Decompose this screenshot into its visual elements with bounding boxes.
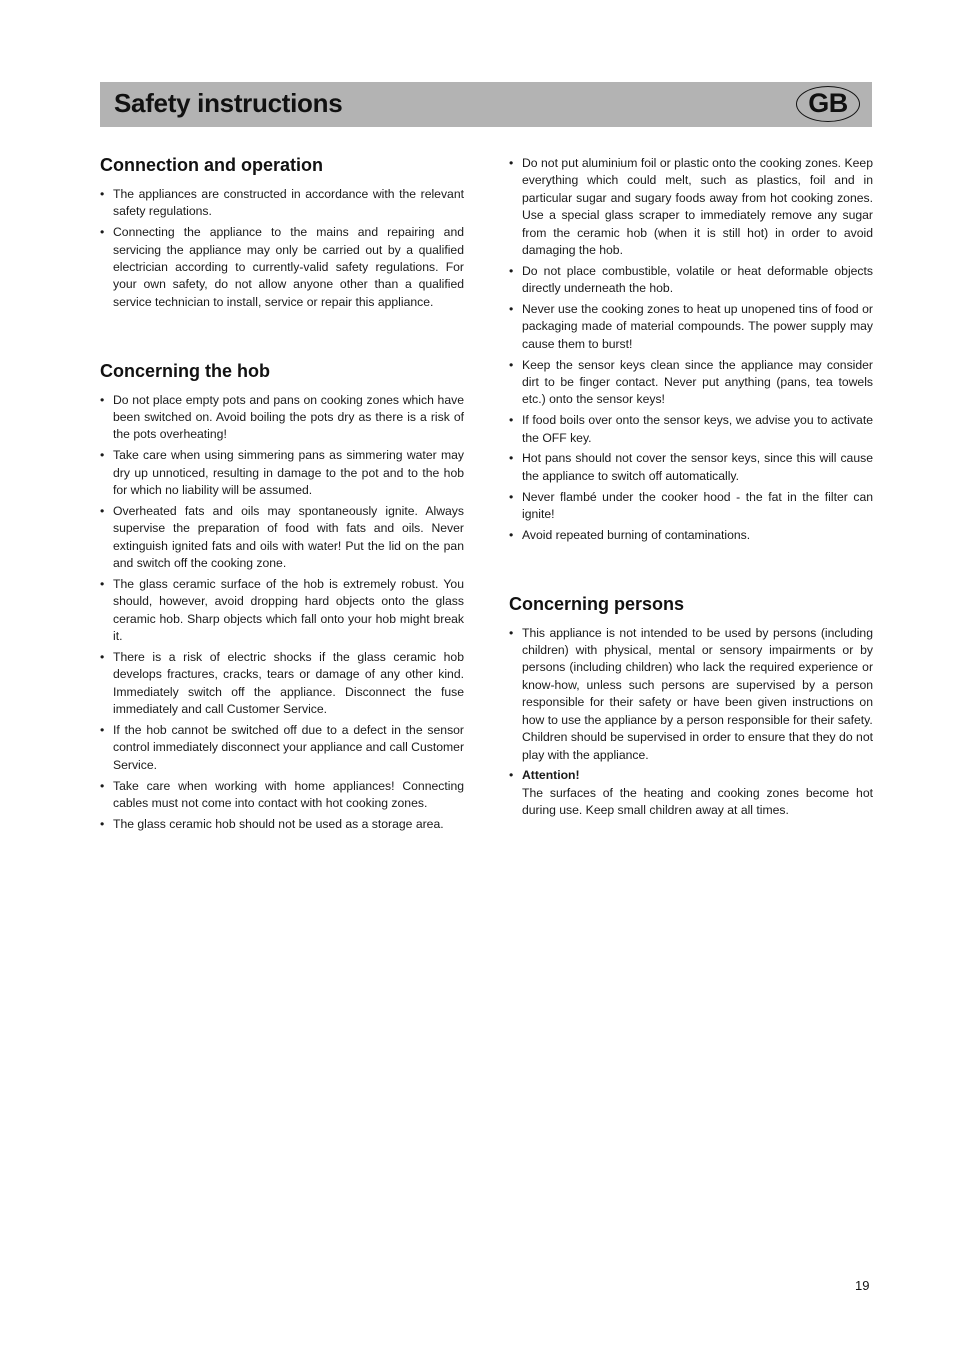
bullet: • <box>100 503 105 518</box>
right-column <box>509 155 873 823</box>
bullet: • <box>100 448 105 463</box>
bullet: • <box>509 489 514 504</box>
list-item: • Never flambé under the cooker hood - the fat in the filter can ignite! <box>509 489 873 522</box>
bullet: • <box>100 392 105 407</box>
persons-text: This appliance is not intended to be used by persons (including children) with physical, mental or sensory impairments or by persons (including children) who lack the required experience or know-how, unless such persons are supervised by a person responsible for their safety or have been given instructions on how to use the appliance by a person responsible for their safety. <box>522 625 873 727</box>
list-item: • Never use the cooking zones to heat up unopened tins of food or packaging made of material compounds. The power supply may cause them to burst! <box>509 302 873 351</box>
attention-label: Attention! <box>522 768 580 783</box>
attention-item <box>509 767 873 819</box>
bullet: • <box>100 778 105 793</box>
bullet: • <box>509 625 514 640</box>
list-item: • If food boils over onto the sensor keys, we advise you to activate the OFF key. <box>509 413 873 445</box>
section-heading-hob: Concerning the hob <box>100 360 270 381</box>
bullet: • <box>100 722 105 737</box>
hob-list <box>100 392 464 833</box>
bullet: • <box>509 451 514 466</box>
list-item: • Do not put aluminium foil or plastic onto the cooking zones. Keep everything which could melt, such as plastics, foil and in particular sugar and sugary foods away from hot cooking zones. Use a special glass scraper to immediately remove any sugar from the ceramic hob (when it is still hot) in order to avoid damaging the hob. <box>509 156 873 258</box>
list-item: • Overheated fats and oils may spontaneously ignite. Always supervise the preparation of food with fats and oils. Never extinguish ignited fats and oils with water! Put the lid on the pan and switch off the cooking zone. <box>100 503 464 571</box>
hob-continued-list <box>509 155 873 544</box>
list-item: • Keep the sensor keys clean since the appliance may consider dirt to be finger contact. Never put anything (pans, tea towels etc.) onto the sensor keys! <box>509 357 873 407</box>
list-item: • There is a risk of electric shocks if the glass ceramic hob develops fractures, cracks, tears or damage of any other kind. Immediately switch off the appliance. Disconnect the fuse immediately and call Customer Service. <box>100 649 464 717</box>
bullet: • <box>509 302 514 317</box>
bullet: • <box>100 576 105 591</box>
attention-text: The surfaces of the heating and cooking zones become hot during use. Keep small children away at all times. <box>522 785 873 818</box>
bullet: • <box>509 263 514 278</box>
connection-list <box>100 186 464 311</box>
page-title: Safety instructions <box>114 88 343 118</box>
list-item <box>509 625 873 764</box>
title-bar <box>100 82 872 127</box>
list-item: • Take care when working with home appliances! Connecting cables must not come into contact with hot cooking zones. <box>100 778 464 810</box>
language-badge: GB <box>796 86 860 122</box>
section-heading-connection: Connection and operation <box>100 155 323 175</box>
list-item: • Do not place empty pots and pans on cooking zones which have been switched on. Avoid boiling the pots dry as there is a risk of the pots overheating! <box>100 392 464 442</box>
bullet: • <box>100 187 105 201</box>
bullet: • <box>509 156 514 170</box>
section-heading-persons: Concerning persons <box>509 593 685 614</box>
persons-list <box>509 625 873 820</box>
list-item: • Avoid repeated burning of contaminations. <box>509 527 873 544</box>
list-item: • Hot pans should not cover the sensor keys, since this will cause the appliance to switch off automatically. <box>509 451 873 483</box>
bullet: • <box>509 413 514 428</box>
page-number: 19 <box>855 1278 870 1293</box>
bullet: • <box>100 816 105 831</box>
bullet: • <box>100 649 105 664</box>
bullet: • <box>509 357 514 372</box>
list-item: • The glass ceramic hob should not be used as a storage area. <box>100 816 464 833</box>
left-column <box>100 153 464 837</box>
list-item: • The glass ceramic surface of the hob is extremely robust. You should, however, avoid dropping hard objects onto the glass ceramic hob. Sharp objects which fall onto your hob might break it. <box>100 576 464 644</box>
bullet: • <box>509 527 514 542</box>
bullet: • <box>100 225 105 240</box>
list-item: • Do not place combustible, volatile or heat deformable objects directly underneath the hob. <box>509 263 873 296</box>
list-item: • Connecting the appliance to the mains and repairing and servicing the appliance may only be carried out by a qualified electrician according to currently-valid safety regulations. For your own safety, do not allow anyone other than a qualified service technician to install, service or repair this appliance. <box>100 225 464 309</box>
list-item: • The appliances are constructed in accordance with the relevant safety regulations. <box>100 187 464 219</box>
bullet: • <box>509 768 514 783</box>
list-item: • Take care when using simmering pans as simmering water may dry up unnoticed, resulting in damage to the pot and to the hob for which no liability will be assumed. <box>100 448 464 498</box>
persons-text-extra: Children should be supervised in order to ensure that they do not play with the appliance. <box>522 730 873 762</box>
list-item: • If the hob cannot be switched off due to a defect in the sensor control immediately disconnect your appliance and call Customer Service. <box>100 722 464 772</box>
